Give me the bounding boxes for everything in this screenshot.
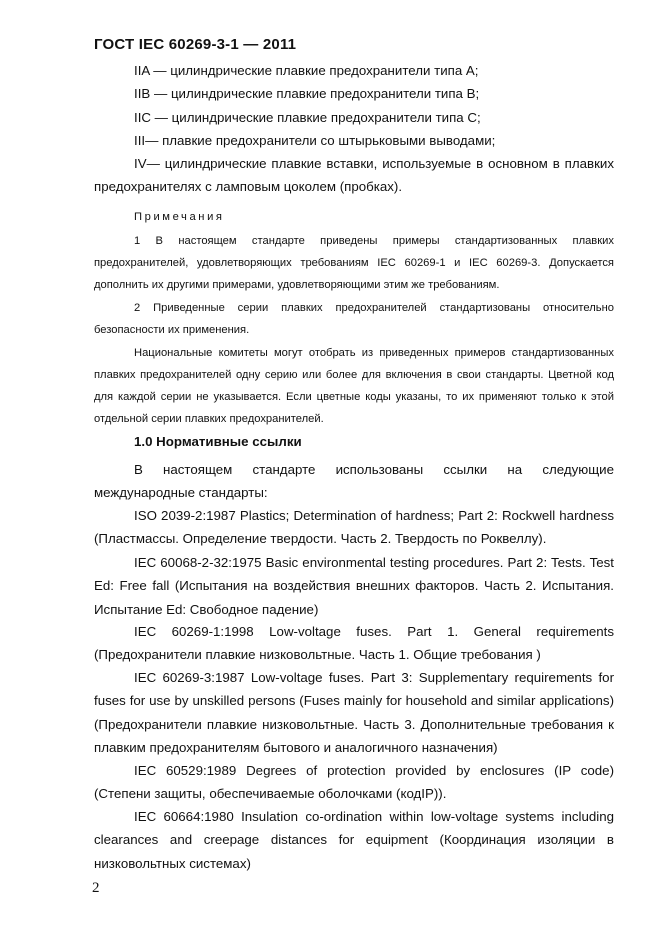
list-item-iii: III— плавкие предохранители со штырьковыми выводами; [134,133,496,148]
list-item-iv: IV— цилиндрические плавкие вставки, используемые в основном в плавких предохранителях с ламповым цоколем (пробках). [94,156,614,195]
reference-iec-60269-1: IEC 60269-1:1998 Low-voltage fuses. Part 1. General requirements (Предохранители плавкие низковольтные. Часть 1. Общие требования ) [94,624,614,663]
list-item-iic: IIC — цилиндрические плавкие предохранители типа C; [134,110,481,125]
reference-iec-60529: IEC 60529:1989 Degrees of protection provided by enclosures (IP code) (Степени защиты, обеспечиваемые оболочками (кодIP)). [94,763,614,802]
reference-iec-60664: IEC 60664:1980 Insulation co-ordination within low-voltage systems including clearances and creepage distances for equipment (Координация изоляции в низковольтных системах) [94,809,614,871]
note-2: 2 Приведенные серии плавких предохранителей стандартизованы относительно безопасности их применения. [94,302,614,336]
page-number: 2 [92,880,100,896]
section-intro: В настоящем стандарте использованы ссылки на следующие международные стандарты: [94,462,614,501]
note-1: 1 В настоящем стандарте приведены примеры стандартизованных плавких предохранителей, удовлетворяющих требованиям IEC 60269-1 и IEC 60269-3. Допускается дополнить их другими примерами, удовлетворяющими этим же требованиям. [94,235,614,291]
reference-iec-60269-3: IEC 60269-3:1987 Low-voltage fuses. Part 3: Supplementary requirements for fuses for use by unskilled persons (Fuses mainly for household and similar applications) (Предохранители плавкие низковольтные. Часть 3. Дополнительные требования к плавким предохранителям бытового и аналогичного назначения) [94,670,614,755]
reference-iec-60068-2-32: IEC 60068-2-32:1975 Basic environmental testing procedures. Part 2: Tests. Test Ed: Free fall (Испытания на воздействия внешних факторов. Часть 2. Испытания. Испытание Ed: Свободное падение) [94,555,614,617]
list-item-iia: IIA — цилиндрические плавкие предохранители типа A; [134,63,479,78]
note-3: Национальные комитеты могут отобрать из приведенных примеров стандартизованных плавких предохранителей одну серию или более для включения в свои стандарты. Цветной код для каждой серии не указывается. Если цветные коды указаны, то их применяют только к этой отдельной серии плавких предохранителей. [94,347,614,425]
notes-title: Примечания [134,211,225,223]
document-header: ГОСТ IEC 60269-3-1 — 2011 [94,36,297,53]
reference-iso-2039-2: ISO 2039-2:1987 Plastics; Determination of hardness; Part 2: Rockwell hardness (Пластмассы. Определение твердости. Часть 2. Твердость по Роквеллу). [94,508,614,547]
section-title: 1.0 Нормативные ссылки [134,434,302,449]
list-item-iib: IIB — цилиндрические плавкие предохранители типа B; [134,86,480,101]
